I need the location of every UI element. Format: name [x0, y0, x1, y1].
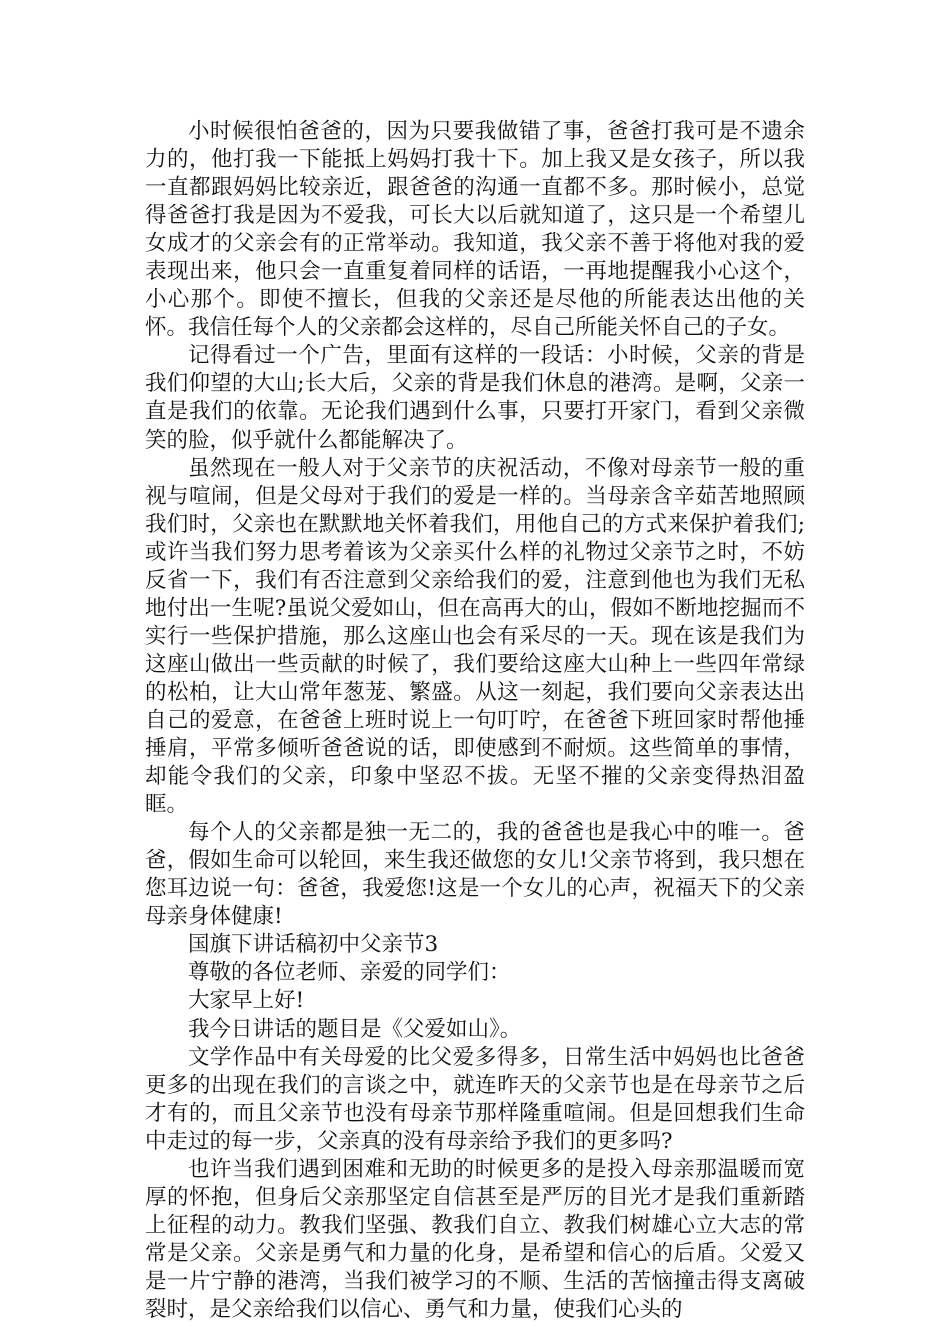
document-body [145, 118, 805, 1324]
paragraph-advertisement: 记得看过一个广告，里面有这样的一段话：小时候，父亲的背是我们仰望的大山;长大后，父亲的背是我们休息的港湾。是啊，父亲一直是我们的依靠。无论我们遇到什么事，只要打开家门，看到父亲微笑的脸，似乎就什么都能解决了。 [145, 343, 805, 453]
paragraph-father-strength: 也许当我们遇到困难和无助的时候更多的是投入母亲那温暖而宽厚的怀抱，但身后父亲那坚定自信甚至是严厉的目光才是我们重新踏上征程的动力。教我们坚强、教我们自立、教我们树雄心立大志的常常是父亲。父亲是勇气和力量的化身，是希望和信心的后盾。父爱又是一片宁静的港湾，当我们被学习的不顺、生活的苦恼撞击得支离破裂时，是父亲给我们以信心、勇气和力量，使我们心头的 [145, 1156, 805, 1322]
greeting: 大家早上好! [188, 988, 305, 1014]
paragraph-literature-mother-love: 文学作品中有关母爱的比父爱多得多，日常生活中妈妈也比爸爸更多的出现在我们的言谈之中，就连昨天的父亲节也是在母亲节之后才有的，而且父亲节也没有母亲节那样隆重喧闹。但是回想我们生命中走过的每一步，父亲真的没有母亲给予我们的更多吗? [145, 1044, 805, 1154]
paragraph-childhood-fear: 小时候很怕爸爸的，因为只要我做错了事，爸爸打我可是不遗余力的，他打我一下能抵上妈妈打我十下。加上我又是女孩子，所以我一直都跟妈妈比较亲近，跟爸爸的沟通一直都不多。那时候小，总觉得爸爸打我是因为不爱我，可长大以后就知道了，这只是一个希望儿女成才的父亲会有的正常举动。我知道，我父亲不善于将他对我的爱表现出来，他只会一直重复着同样的话语，一再地提醒我小心这个，小心那个。即使不擅长，但我的父亲还是尽他的所能表达出他的关怀。我信任每个人的父亲都会这样的，尽自己所能关怀自己的子女。 [145, 119, 805, 341]
section-heading: 国旗下讲话稿初中父亲节3 [188, 932, 439, 958]
paragraph-fathers-day-celebration: 虽然现在一般人对于父亲节的庆祝活动，不像对母亲节一般的重视与喧闹，但是父母对于我们的爱是一样的。当母亲含辛茹苦地照顾我们时，父亲也在默默地关怀着我们，用他自己的方式来保护着我们;或许当我们努力思考着该为父亲买什么样的礼物过父亲节之时，不妨反省一下，我们有否注意到父亲给我们的爱，注意到他也为我们无私地付出一生呢?虽说父爱如山，但在高再大的山，假如不断地挖掘而不实行一些保护措施，那么这座山也会有采尽的一天。现在该是我们为这座山做出一些贡献的时候了，我们要给这座大山种上一些四年常绿的松柏，让大山常年葱茏、繁盛。从这一刻起，我们要向父亲表达出自己的爱意，在爸爸上班时说上一句叮咛，在爸爸下班回家时帮他捶捶肩，平常多倾听爸爸说的话，即使感到不耐烦。这些简单的事情，却能令我们的父亲，印象中坚忍不拔。无坚不摧的父亲变得热泪盈眶。 [145, 455, 805, 818]
speech-topic: 我今日讲话的题目是《父爱如山》。 [188, 1016, 522, 1042]
paragraph-unique-father: 每个人的父亲都是独一无二的，我的爸爸也是我心中的唯一。爸爸，假如生命可以轮回，来生我还做您的女儿!父亲节将到，我只想在您耳边说一句：爸爸，我爱您!这是一个女儿的心声，祝福天下的父亲母亲身体健康! [145, 820, 805, 930]
salutation: 尊敬的各位老师、亲爱的同学们： [188, 960, 511, 986]
